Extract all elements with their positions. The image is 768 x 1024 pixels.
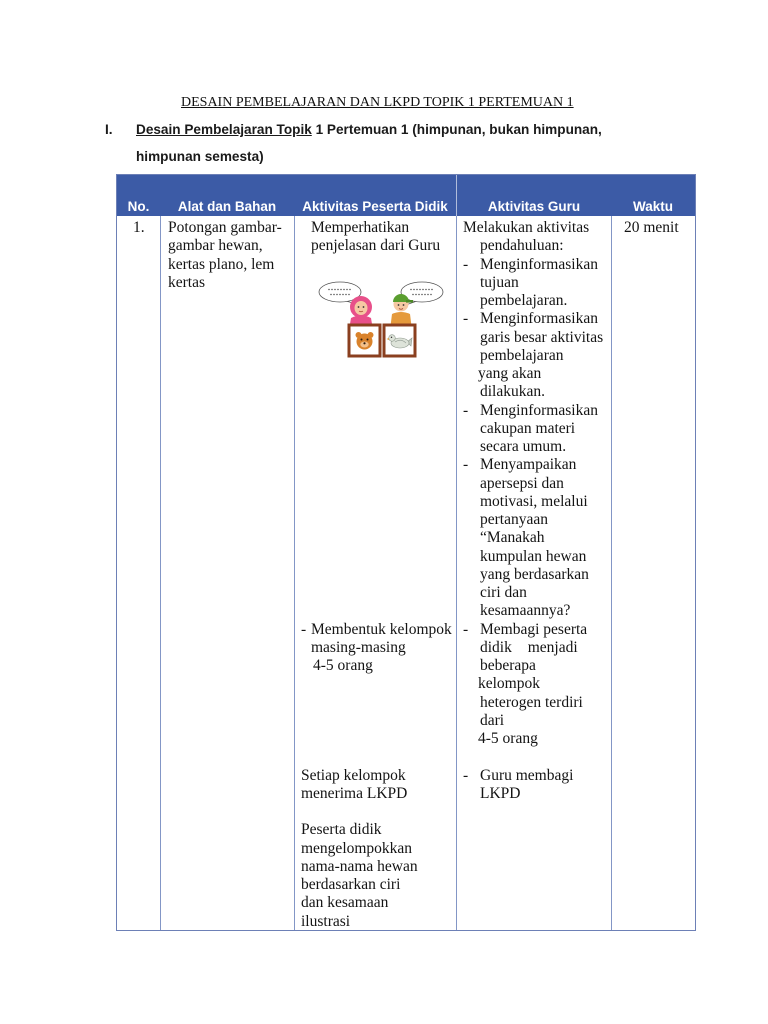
cell-no — [117, 216, 160, 930]
peserta-kelompok-line: Membentuk kelompok — [311, 620, 452, 638]
alat-bahan-line: kertas plano, lem — [168, 255, 275, 273]
list-item — [463, 402, 603, 457]
list-item — [463, 256, 603, 311]
peserta-lkpd — [301, 767, 407, 804]
cell-alat-bahan — [160, 216, 294, 930]
guru-item-line: apersepsi dan — [480, 474, 564, 492]
guru-item-line: kelompok — [478, 675, 540, 693]
section-heading-line-1 — [136, 121, 602, 139]
peserta-lkpd-line: menerima LKPD — [301, 784, 408, 802]
guru-item-line: kumpulan hewan — [480, 547, 587, 565]
guru-item-line: Menyampaikan — [480, 456, 577, 474]
guru-activities — [463, 219, 603, 803]
children-animal-pictures-illustration — [313, 276, 449, 362]
peserta-kelompok-line: 4-5 orang — [313, 657, 373, 674]
guru-item-line: Guru membagi — [480, 766, 574, 784]
bullet-dash: - — [463, 310, 469, 328]
guru-item-line: Menginformasikan — [480, 310, 598, 328]
guru-item-line: yang akan — [478, 365, 542, 382]
row-number: 1. — [133, 219, 145, 236]
header-no: No. — [127, 199, 150, 214]
section-number: I. — [105, 122, 113, 137]
guru-intro-line: Melakukan aktivitas — [463, 219, 590, 236]
guru-item-line: Membagi peserta — [480, 620, 588, 638]
peserta-kegiatan — [301, 821, 418, 931]
list-item — [463, 767, 603, 804]
table-row — [117, 216, 695, 930]
guru-item-line: tujuan — [480, 273, 519, 291]
peserta-intro-line: Memperhatikan — [311, 219, 410, 236]
alat-bahan-text — [168, 219, 282, 292]
guru-item-line: 4-5 orang — [478, 730, 538, 747]
guru-item-line: didik menjadi — [480, 638, 578, 656]
guru-item-line: beberapa — [480, 657, 536, 674]
section-heading-underlined: Desain Pembelajaran Topik — [136, 122, 312, 137]
peserta-kegiatan-line: dan kesamaan — [301, 894, 389, 912]
table-header-row — [117, 175, 695, 216]
guru-item-line: dari — [480, 711, 505, 729]
animal-picture-frame-left — [349, 325, 380, 356]
duration-text: 20 menit — [624, 219, 679, 236]
bullet-dash: - — [463, 766, 469, 784]
guru-item-line: kesamaannya? — [480, 602, 571, 620]
peserta-kelompok-line: masing-masing — [311, 638, 406, 656]
animal-picture-frame-right — [384, 325, 415, 356]
guru-item-line: Menginformasikan — [480, 255, 598, 273]
list-item — [463, 456, 603, 620]
bullet-dash: - — [463, 456, 469, 474]
alat-bahan-line: kertas — [168, 273, 206, 291]
guru-item-line: Menginformasikan — [480, 401, 598, 419]
guru-intro-line: pendahuluan: — [480, 237, 564, 255]
guru-item-line: secara umum. — [480, 438, 567, 455]
bullet-dash: - — [463, 255, 469, 273]
list-item — [463, 310, 603, 401]
header-aktivitas-guru: Aktivitas Guru — [456, 175, 611, 216]
guru-item-line: ciri dan — [480, 584, 527, 601]
cell-waktu — [611, 216, 695, 930]
peserta-kegiatan-line: ilustrasi — [301, 912, 351, 930]
header-aktivitas-peserta: Aktivitas Peserta Didik — [302, 199, 448, 214]
guru-item-line: LKPD — [480, 784, 521, 802]
section-heading-line-2: himpunan semesta) — [136, 149, 264, 164]
peserta-kegiatan-line: mengelompokkan — [301, 839, 413, 857]
peserta-kegiatan-line: berdasarkan ciri — [301, 876, 401, 893]
cell-aktivitas-guru — [456, 216, 611, 930]
alat-bahan-line: Potongan gambar- — [168, 219, 282, 236]
alat-bahan-line: gambar hewan, — [168, 237, 263, 255]
section-heading-rest: 1 Pertemuan 1 (himpunan, bukan himpunan, — [315, 122, 602, 137]
guru-item-line: pertanyaan — [480, 511, 548, 528]
guru-item-line: pembelajaran — [480, 346, 564, 364]
guru-item-line: “Manakah — [480, 529, 545, 547]
list-item — [463, 621, 603, 749]
lesson-plan-table — [117, 175, 695, 930]
peserta-intro — [311, 219, 440, 256]
bullet-dash: - — [301, 620, 307, 638]
guru-item-line: dilakukan. — [480, 383, 545, 401]
guru-item-line: yang berdasarkan — [480, 565, 589, 583]
peserta-kegiatan-line: Peserta didik — [301, 821, 382, 839]
header-waktu: Waktu — [633, 199, 673, 214]
guru-item-line: heterogen terdiri — [480, 693, 583, 711]
bullet-dash: - — [463, 620, 469, 638]
peserta-kelompok — [301, 621, 452, 676]
guru-item-line: garis besar aktivitas — [480, 328, 604, 346]
guru-item-line: cakupan materi — [480, 419, 576, 437]
cell-aktivitas-peserta — [294, 216, 456, 930]
list-item — [301, 621, 452, 676]
document-title: DESAIN PEMBELAJARAN DAN LKPD TOPIK 1 PERTEMUAN 1 — [181, 95, 574, 110]
bullet-dash: - — [463, 401, 469, 419]
header-alat-bahan: Alat dan Bahan — [177, 199, 277, 214]
peserta-lkpd-line: Setiap kelompok — [301, 766, 406, 784]
peserta-intro-line: penjelasan dari Guru — [311, 237, 441, 255]
guru-item-line: motivasi, melalui — [480, 492, 588, 510]
guru-item-line: pembelajaran. — [480, 292, 568, 309]
peserta-kegiatan-line: nama-nama hewan — [301, 857, 418, 875]
